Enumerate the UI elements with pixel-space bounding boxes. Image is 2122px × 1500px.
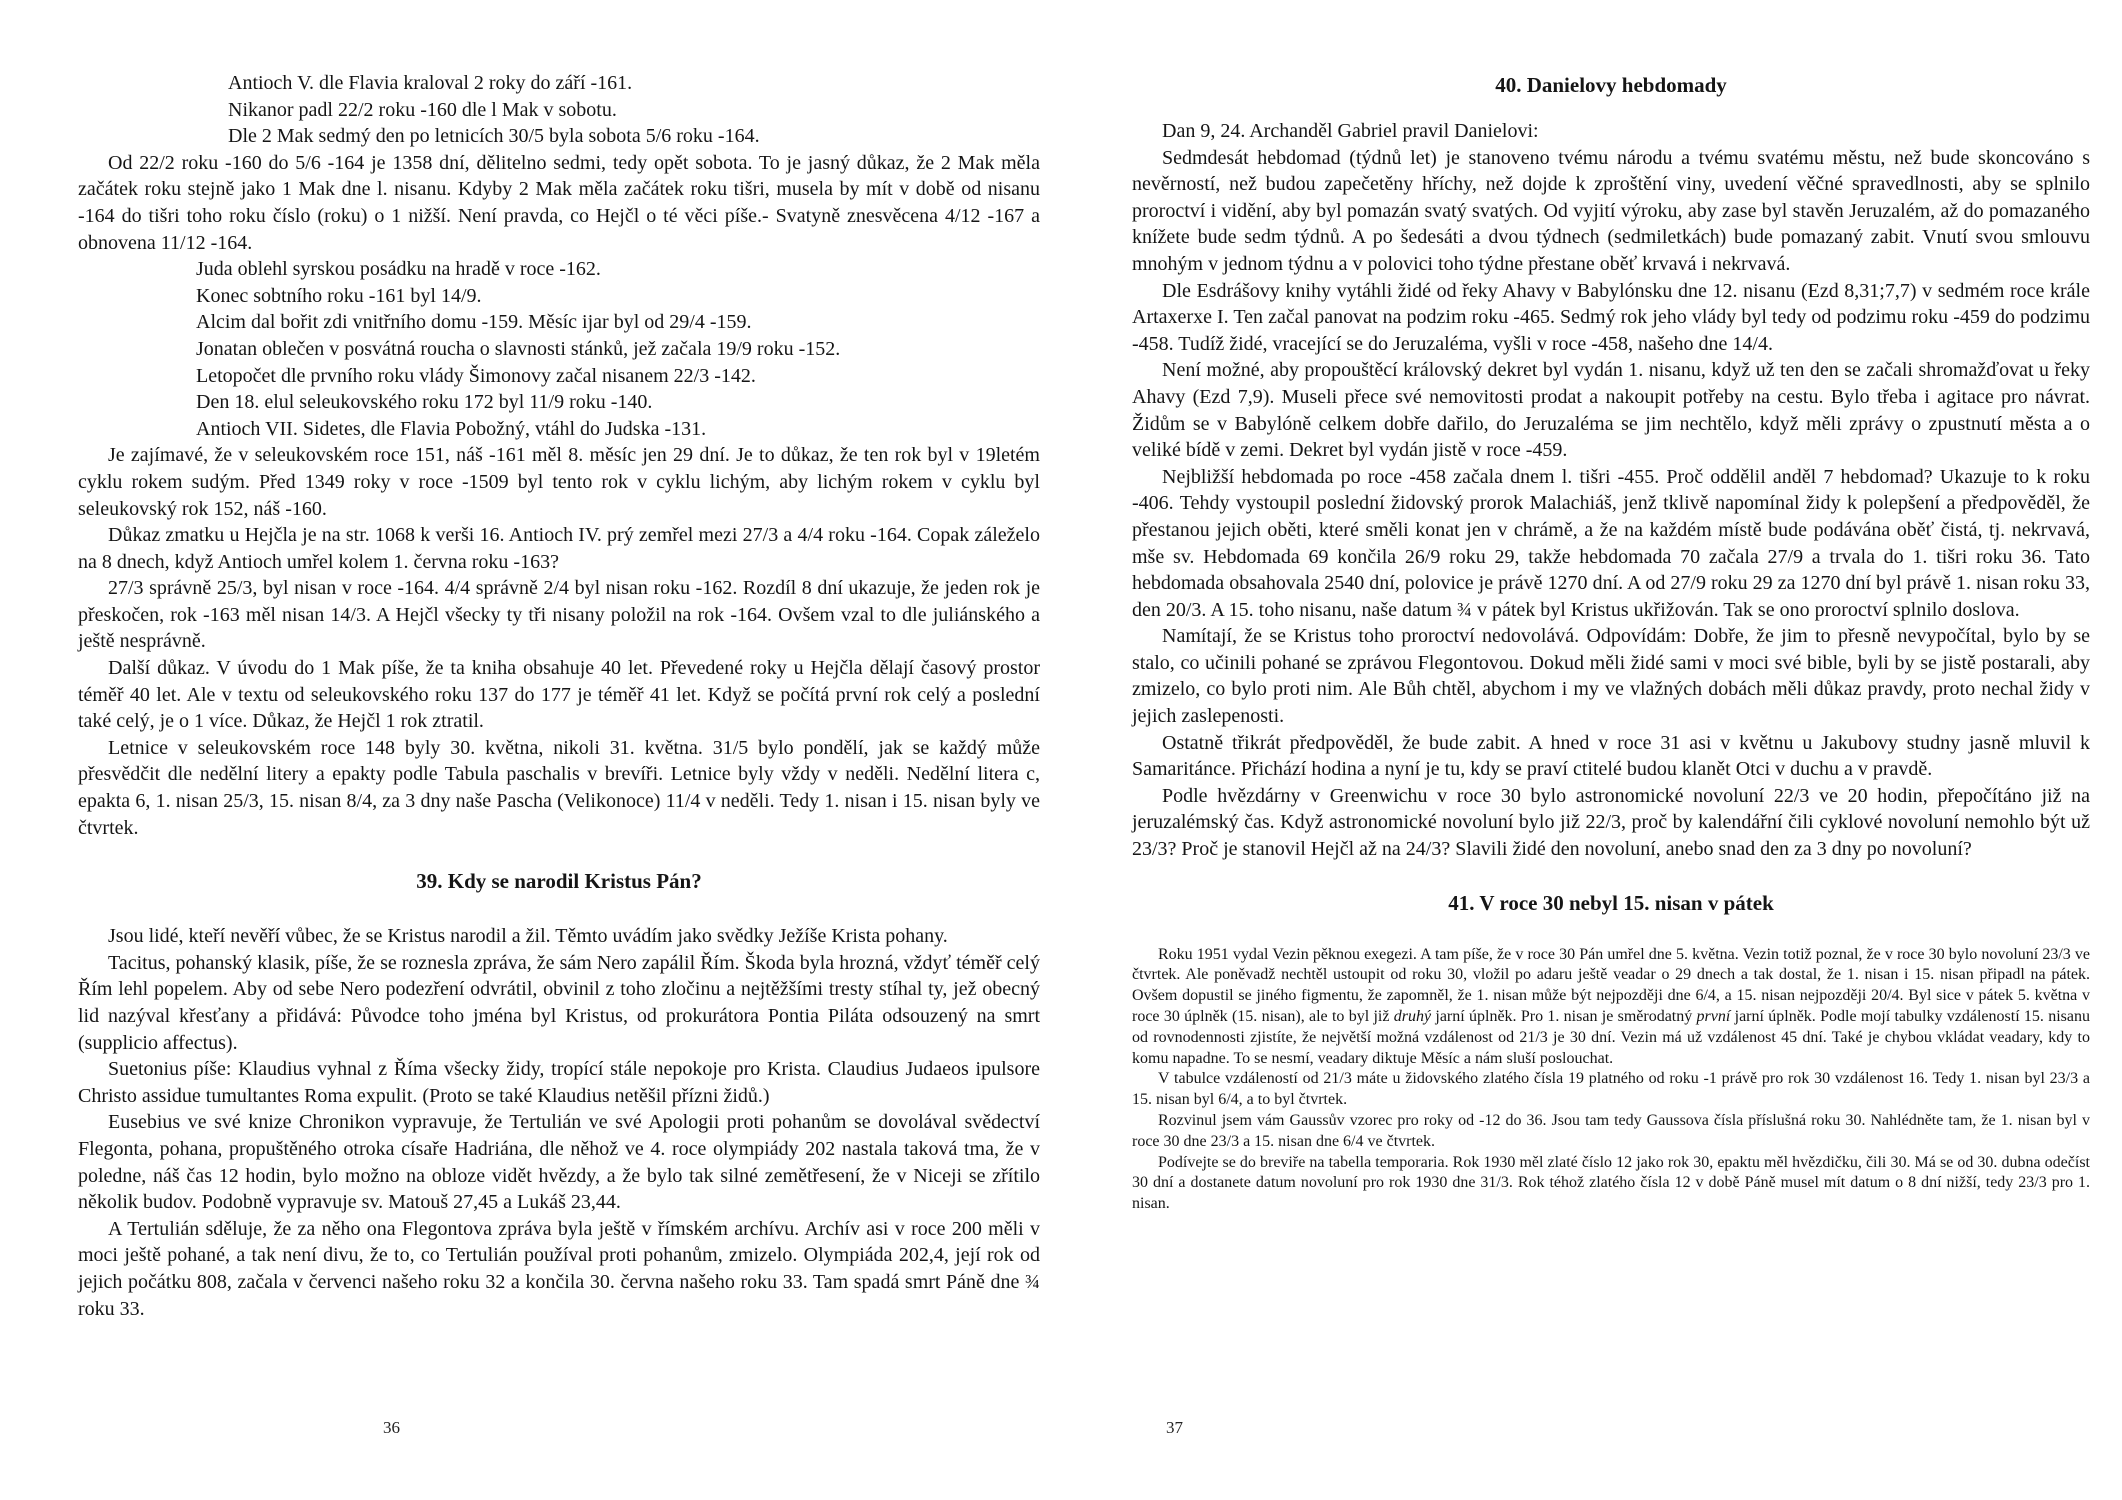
paragraph: Důkaz zmatku u Hejčla je na str. 1068 k verši 16. Antioch IV. prý zemřel mezi 27/3 a 4/4 roku -164. Copak záleželo na 8 dnech, když Antioch umřel kolem 1. června roku -163?	[78, 524, 1040, 573]
paragraph: Jsou lidé, kteří nevěří vůbec, že se Kristus narodil a žil. Těmto uvádím jako svědky Ježíše Krista pohany.	[108, 925, 948, 948]
section-heading: 41. V roce 30 nebyl 15. nisan v pátek	[1448, 890, 1774, 915]
paragraph: Letnice v seleukovském roce 148 byly 30. května, nikoli 31. května. 31/5 bylo pondělí, jak se každý může přesvědčit dle nedělní litery a epakty podle Tabula paschalis v brevíři. Letnice byly vždy v neděli. Nedělní litera c, epakta 6, 1. nisan 25/3, 15. nisan 8/4, za 3 dny naše Pascha (Velikonoce) 11/4 v neděli. Tedy 1. nisan i 15. nisan byly ve čtvrtek.	[78, 736, 1040, 839]
chronology-list	[78, 70, 1040, 150]
paragraph: Suetonius píše: Klaudius vyhnal z Říma všecky židy, tropící stále nepokoje pro Krista. Claudius Judaeos ipulsore Christo assidue tumultantes Roma expulit. (Proto se také Klaudius netěšil přízni židů.)	[78, 1058, 1040, 1107]
paragraph: 27/3 správně 25/3, byl nisan v roce -164. 4/4 správně 2/4 byl nisan roku -162. Rozdíl 8 dní ukazuje, že jeden rok je přeskočen, rok -163 měl nisan 14/3. A Hejčl všecky ty tři nisany položil na rok -164. Ovšem vzal to dle juliánského a ještě nesprávně.	[78, 577, 1040, 653]
chronology-line: Letopočet dle prvního roku vlády Šimonovy začal nisanem 22/3 -142.	[196, 364, 756, 387]
page-left-content	[78, 70, 1040, 1322]
paragraph: Tacitus, pohanský klasik, píše, že se roznesla zpráva, že sám Nero zapálil Řím. Škoda byla hrozná, vždyť téměř celý Řím lehl popelem. Aby od sebe Nero podezření odvrátil, obvinil z toho zločinu a nejtěžšími tresty stíhal ty, jež obecný lid nazýval křesťany a přidává: Původce toho jména byl Kristus, od prokurátora Pontia Piláta odsouzený na smrt (supplicio affectus).	[78, 951, 1040, 1054]
paragraph: Je zajímavé, že v seleukovském roce 151, náš -161 měl 8. měsíc jen 29 dní. Je to důkaz, že ten rok byl v 19letém cyklu rokem sudým. Před 1349 roky v roce -1509 byl tento rok v cyklu lichým, aby lichým rokem v cyklu byl seleukovský rok 152, náš -160.	[78, 444, 1040, 520]
chronology-line: Nikanor padl 22/2 roku -160 dle l Mak v sobotu.	[228, 98, 617, 121]
page-right-content	[1132, 70, 2090, 1215]
section-heading: 40. Danielovy hebdomady	[1495, 73, 1727, 97]
paragraph: A Tertulián sděluje, že za něho ona Flegontova zpráva byla ještě v římském archívu. Archív asi v roce 200 měli v moci ještě pohané, a tak není divu, že to, co Tertulián používal proti pohanům, zmizelo. Olympiáda 202,4, její rok od jejich počátku 808, začala v červenci našeho roku 32 a končila 30. června našeho roku 33. Tam spadá smrt Páně dne ¾ roku 33.	[78, 1217, 1040, 1320]
chronology-line: Antioch V. dle Flavia kraloval 2 roky do září -161.	[228, 72, 633, 94]
paragraph: Rozvinul jsem vám Gaussův vzorec pro roky od -12 do 36. Jsou tam tedy Gaussova čísla příslušná roku 30. Nahlédněte tam, že 1. nisan byl v roce 30 dne 23/3 a 15. nisan dne 6/4 ve čtvrtek.	[1132, 1112, 2090, 1150]
paragraph: Roku 1951 vydal Vezin pěknou exegezi. A tam píše, že v roce 30 Pán umřel dne 5. května. Vezin totiž poznal, že v roce 30 bylo novoluní 23/3 ve čtvrtek. Ale poněvadž nechtěl ustoupit od roku 30, vložil po adaru ještě veadar o 29 dnech a tak dostal, že 1. nisan i 15. nisan připadl na pátek. Ovšem dopustil se jiného figmentu, že zapomněl, že 1. nisan může být nejpozději dne 6/4, a 15. nisan nejpozději 20/4. Byl sice v pátek 5. května v roce 30 úplněk (15. nisan), ale to byl již druhý jarní úplněk. Pro 1. nisan je směrodatný první jarní úplněk. Podle mojí tabulky vzdáleností 15. nisanu od rovnodennosti zjistíte, že největší možná vzdálenost od 21/3 je 30 dní. Vezin má už vzdálenost 45 dní. Také je chybou vkládat veadary, kdy to komu napadne. To se nesmí, veadary diktuje Měsíc a nám sluší poslouchat.	[1132, 945, 2091, 1067]
paragraph: Podle hvězdárny v Greenwichu v roce 30 bylo astronomické novoluní 22/3 ve 20 hodin, přepočítáno již na jeruzalémský čas. Když astronomické novoluní bylo již 22/3, proč by kalendářní čili cyklové novoluní nemohlo být už 23/3? Proč je stanovil Hejčl až na 24/3? Slavili židé den novoluní, anebo snad den za 3 dny po novoluní?	[1132, 784, 2090, 861]
chronology-list	[78, 256, 1040, 442]
paragraph: Není možné, aby propouštěcí královský dekret byl vydán 1. nisanu, když už ten den se začali shromažďovat u řeky Ahavy (Ezd 7,9). Museli přece své nemovitosti prodat a nakoupit potřeby na cestu. Bylo třeba i agitace pro návrat. Židům se v Babylóně celkem dobře dařilo, do Jeruzaléma se jim nechtělo, když měli zprávy o zpustnutí města a o veliké bídě v zemi. Dekret byl vydán jistě v roce -459.	[1132, 359, 2090, 462]
paragraph: Podívejte se do breviře na tabella temporaria. Rok 1930 měl zlaté číslo 12 jako rok 30, epaktu měl hvězdičku, čili 30. Má se od 30. dubna odečíst 30 dní a dostanete datum novoluní pro rok 1930 dne 31/3. Rok téhož zlatého čísla 12 v době Páně musel mít datum o 8 dní nižší, tedy 23/3 pro 1. nisan.	[1132, 1153, 2090, 1213]
paragraph: V tabulce vzdáleností od 21/3 máte u židovského zlatého čísla 19 platného od roku -1 právě pro rok 30 vzdálenost 16. Tedy 1. nisan byl 23/3 a 15. nisan byl 6/4, a to byl čtvrtek.	[1132, 1070, 2090, 1109]
paragraph: Namítají, že se Kristus toho proroctví nedovolává. Odpovídám: Dobře, že jim to přesně nevypočítal, bylo by se stalo, co učinili pohané se zprávou Flegontovou. Dokud měli židé sami v moci své bible, byli by se jistě postarali, aby zmizelo, co bylo proti nim. Ale Bůh chtěl, abychom i my ve vlažných dobách měli důkaz pravdy, proto nechal židy v jejich zaslepenosti.	[1132, 625, 2090, 728]
paragraph: Sedmdesát hebdomad (týdnů let) je stanoveno tvému národu a tvému svatému městu, než bude skoncováno s nevěrností, než budou zapečetěny hříchy, než dojde k zproštění viny, uvedení věčné spravedlnosti, aby se splnilo proroctví i vidění, aby byl pomazán svatý svatých. Od vyjití výroku, aby zase byl stavěn Jeruzalém, až do pomazaného knížete bude sedm týdnů. A po šedesáti a dvou týdnech (sedmiletkách) bude pomazaný zabit. Vnutí svou smlouvu mnohým v jednom týdnu a v polovici toho týdne přestane oběť krvavá i nekrvavá.	[1132, 146, 2090, 275]
chronology-line: Antioch VII. Sidetes, dle Flavia Pobožný, vtáhl do Judska -131.	[196, 417, 707, 440]
chronology-line: Juda oblehl syrskou posádku na hradě v roce -162.	[196, 258, 601, 281]
paragraph: Nejbližší hebdomada po roce -458 začala dnem l. tišri -455. Proč oddělil anděl 7 hebdomad? Ukazuje to k roku -406. Tehdy vystoupil poslední židovský prorok Malachiáš, jenž tklivě napomínal židy k polepšení a předpověděl, že přestanou jejich oběti, které směli konat jen v chrámě, a že na každém místě bude podávána oběť čistá, tj. nekrvavá, mše sv. Hebdomada 69 končila 26/9 roku 29, takže hebdomada 70 začala 27/9 a trvala do 1. tišri roku 36. Tato hebdomada obsahovala 2540 dní, polovice je právě 1270 dní. A od 27/9 roku 29 za 1270 dní byl právě 1. nisan roku 33, den 20/3. A 15. toho nisanu, naše datum ¾ v pátek byl Kristus ukřižován. Tak se ono proroctví splnilo doslova.	[1132, 465, 2090, 621]
chronology-line: Den 18. elul seleukovského roku 172 byl 11/9 roku -140.	[196, 391, 653, 414]
paragraph: Eusebius ve své knize Chronikon vypravuje, že Tertulián ve své Apologii proti pohanům se dovolával svědectví Flegonta, pohana, propuštěného otroka císaře Hadriána, dle něhož ve 4. roce olympiády 202 nastala taková tma, že v poledne, náš čas 12 hodin, bylo možno na obloze vidět hvězdy, a že bylo tak silné zemětřesení, že v Niceji se zřítilo několik budov. Podobně vypravuje sv. Matouš 27,45 a Lukáš 23,44.	[78, 1111, 1040, 1214]
page-number-right: 37	[1166, 1418, 1183, 1437]
paragraph: Ostatně třikrát předpověděl, že bude zabit. A hned v roce 31 asi v květnu u Jakubovy studny jasně mluvil k Samaritánce. Přichází hodina a nyní je tu, kdy se praví ctitelé budou klanět Otci v duchu a v pravdě.	[1132, 731, 2090, 781]
paragraph: Od 22/2 roku -160 do 5/6 -164 je 1358 dní, dělitelno sedmi, tedy opět sobota. To je jasný důkaz, že 2 Mak měla začátek roku stejně jako 1 Mak dne l. nisanu. Kdyby 2 Mak měla začátek roku tišri, musela by mít v době od nisanu -164 do tišri toho roku číslo (roku) o 1 nižší. Není pravda, co Hejčl o té věci píše.- Svatyně znesvěcena 4/12 -167 a obnovena 11/12 -164.	[78, 151, 1040, 254]
chronology-line: Dle 2 Mak sedmý den po letnicích 30/5 byla sobota 5/6 roku -164.	[228, 125, 760, 148]
chronology-line: Jonatan oblečen v posvátná roucha o slavnosti stánků, jež začala 19/9 roku -152.	[196, 337, 841, 360]
chronology-line: Alcim dal bořit zdi vnitřního domu -159. Měsíc ijar byl od 29/4 -159.	[196, 311, 752, 334]
paragraph: Další důkaz. V úvodu do 1 Mak píše, že ta kniha obsahuje 40 let. Převedené roky u Hejčla dělají časový prostor téměř 40 let. Ale v textu od seleukovského roku 137 do 177 je téměř 41 let. Když se počítá první rok celý a poslední také celý, je o 1 více. Důkaz, že Hejčl 1 rok ztratil.	[78, 657, 1040, 733]
page-number-left: 36	[383, 1418, 400, 1437]
chronology-line: Konec sobtního roku -161 byl 14/9.	[196, 284, 482, 307]
paragraph: Dle Esdrášovy knihy vytáhli židé od řeky Ahavy v Babylónsku dne 12. nisanu (Ezd 8,31;7,7) v sedmém roce krále Artaxerxe I. Ten začal panovat na podzim roku -465. Sedmý rok jeho vlády byl tedy od podzimu roku -459 do podzimu -458. Tudíž židé, vracející se do Jeruzaléma, vyšli v roce -458, našeho dne 14/4.	[1132, 279, 2090, 355]
section-heading: 39. Kdy se narodil Kristus Pán?	[416, 869, 702, 894]
paragraph: Dan 9, 24. Archanděl Gabriel pravil Danielovi:	[1162, 120, 1539, 142]
